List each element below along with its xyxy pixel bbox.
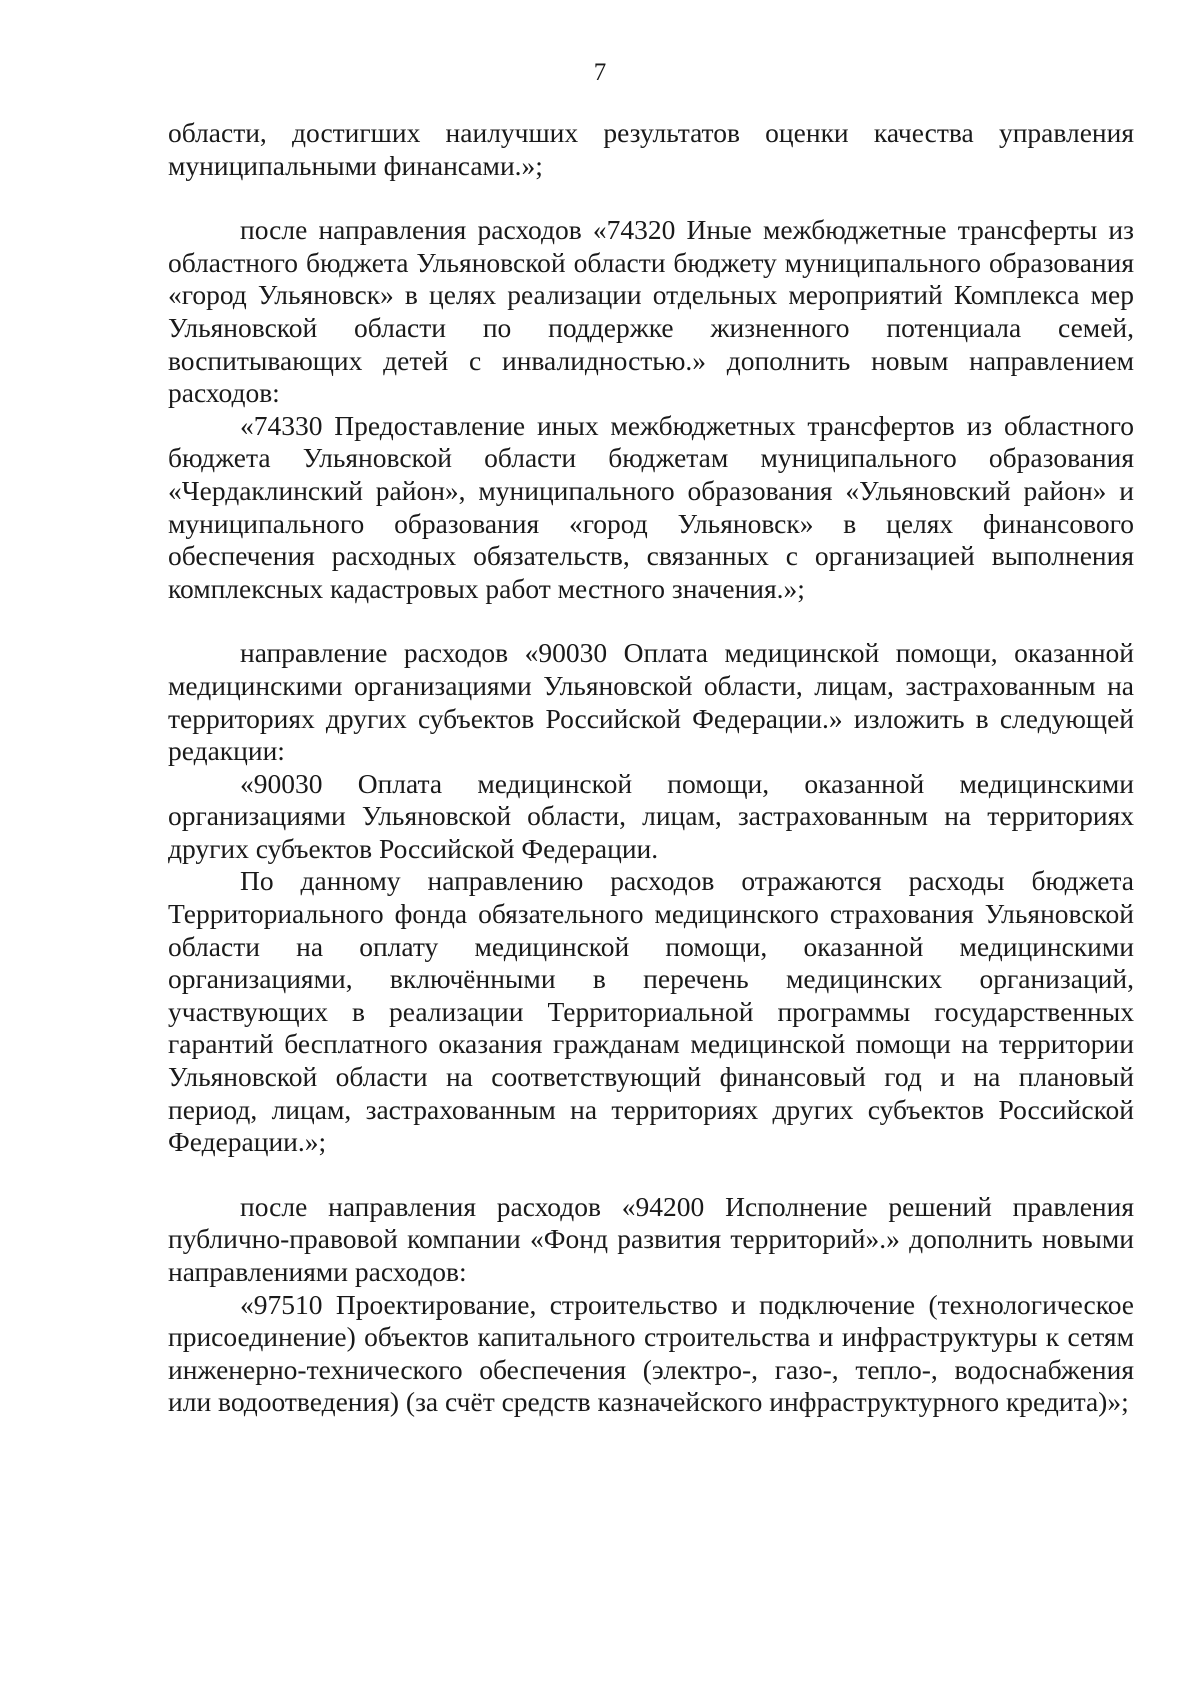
page-number: 7: [593, 59, 607, 86]
paragraph: после направления расходов «74320 Иные межбюджетные трансферты из областного бюджета Ульяновской области бюджету муниципального образования «город Ульяновск» в целях реализации отдельных мероприятий Комплекса мер Ульяновской области по поддержке жизненного потенциала семей, воспитывающих детей с инвалидностью.» дополнить новым направлением расходов:: [168, 214, 1134, 409]
paragraph: области, достигших наилучших результатов оценки качества управления муниципальными финансами.»;: [168, 117, 1134, 181]
paragraph: после направления расходов «94200 Исполнение решений правления публично-правовой компании «Фонд развития территорий».» дополнить новыми направлениями расходов:: [168, 1190, 1134, 1287]
paragraph: По данному направлению расходов отражаются расходы бюджета Территориального фонда обязательного медицинского страхования Ульяновской области на оплату медицинской помощи, оказанной медицинскими организациями, включёнными в перечень медицинских организаций, участвующих в реализации Территориальной программы государственных гарантий бесплатного оказания гражданам медицинской помощи на территории Ульяновской области на соответствующий финансовый год и на плановый период, лицам, застрахованным на территориях других субъектов Российской Федерации.»;: [168, 865, 1134, 1158]
paragraph: «90030 Оплата медицинской помощи, оказанной медицинскими организациями Ульяновской области, лицам, застрахованным на территориях других субъектов Российской Федерации.: [168, 767, 1134, 864]
document-body: [168, 117, 1134, 1419]
paragraph: «74330 Предоставление иных межбюджетных трансфертов из областного бюджета Ульяновской области бюджетам муниципального образования «Чердаклинский район», муниципального образования «Ульяновский район» и муниципального образования «город Ульяновск» в целях финансового обеспечения расходных обязательств, связанных с организацией выполнения комплексных кадастровых работ местного значения.»;: [168, 409, 1134, 604]
paragraph: направление расходов «90030 Оплата медицинской помощи, оказанной медицинскими организациями Ульяновской области, лицам, застрахованным на территориях других субъектов Российской Федерации.» изложить в следующей редакции:: [168, 637, 1134, 767]
paragraph: «97510 Проектирование, строительство и подключение (технологическое присоединение) объектов капитального строительства и инфраструктуры к сетям инженерно-технического обеспечения (электро-, газо-, тепло-, водоснабжения или водоотведения) (за счёт средств казначейского инфраструктурного кредита)»;: [168, 1288, 1134, 1418]
